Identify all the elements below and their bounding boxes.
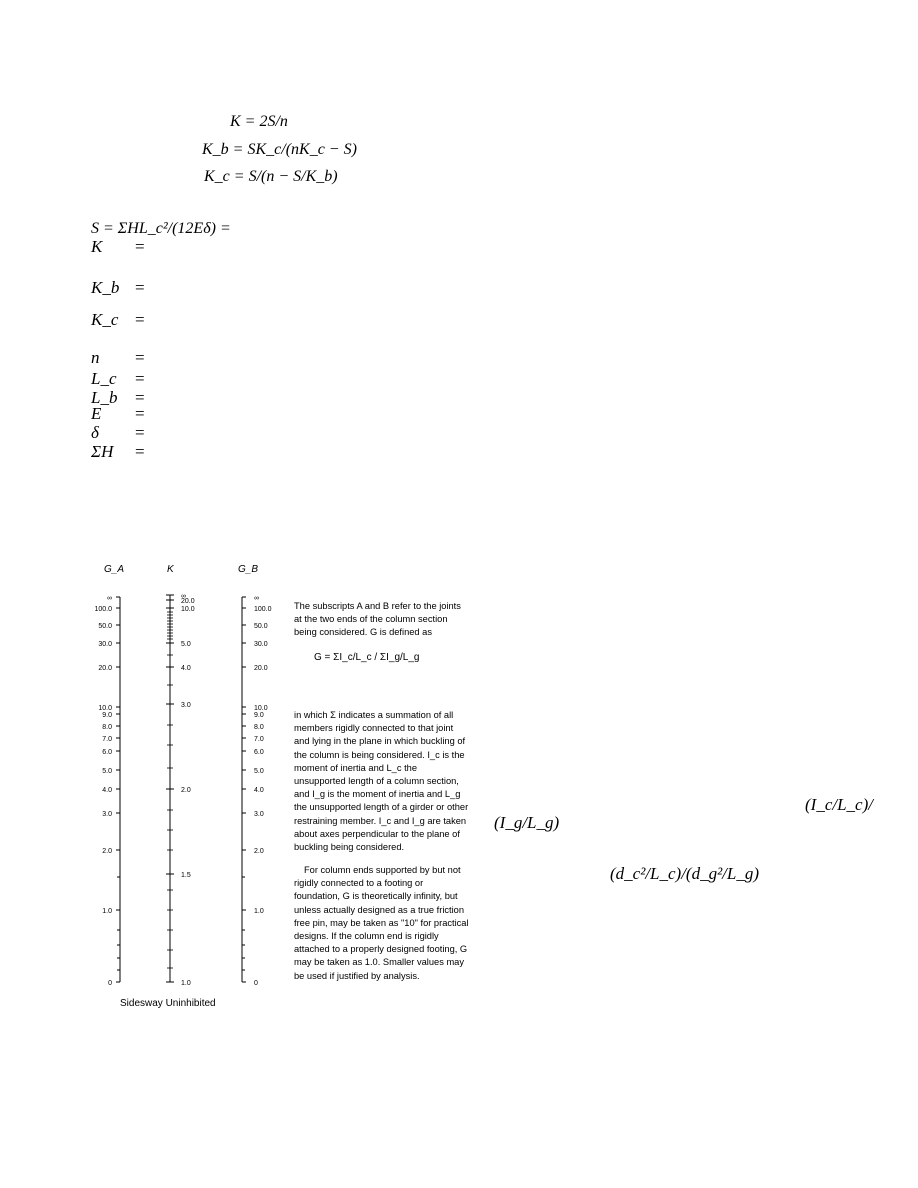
gb-tick-label: 100.0: [254, 606, 272, 613]
ga-tick-label: ∞: [107, 595, 112, 602]
definition-symbol: L_c: [91, 369, 117, 388]
k-tick-label: ∞: [181, 593, 186, 600]
gb-tick-label: 20.0: [254, 665, 268, 672]
ga-tick-label: 100.0: [94, 606, 112, 613]
explanatory-note-intro: [294, 600, 469, 640]
formula-ic-lc-text: (I_c/L_c)/: [805, 795, 873, 814]
ga-tick-label: 6.0: [102, 749, 112, 756]
equation-kb-text: K_b = SK_c/(nK_c − S): [202, 141, 357, 158]
definition-equals: =: [135, 348, 145, 367]
definition-equals: =: [135, 404, 145, 423]
k-tick-label: 2.0: [181, 787, 191, 794]
ga-tick-label: 7.0: [102, 736, 112, 743]
g-formula-text: G = ΣI_c/L_c / ΣI_g/L_g: [314, 652, 420, 663]
header-k: [167, 564, 174, 575]
gb-tick-label: 30.0: [254, 641, 268, 648]
gb-tick-label: 0: [254, 980, 258, 987]
k-tick-label: 4.0: [181, 665, 191, 672]
note-intro-text: The subscripts A and B refer to the joints at the two ends of the column section being considered. G is defined as: [294, 601, 461, 638]
definition-equals: =: [135, 278, 145, 297]
formula-ig-lg-text: (I_g/L_g): [494, 813, 560, 832]
gb-tick-label: 50.0: [254, 623, 268, 630]
gb-tick-label: 1.0: [254, 908, 264, 915]
definition-symbol: ΣH: [91, 442, 114, 461]
header-gb: [238, 564, 258, 575]
k-tick-label: 3.0: [181, 702, 191, 709]
k-tick-label: 5.0: [181, 641, 191, 648]
equation-k: [230, 113, 288, 131]
explanatory-note-footing: [294, 864, 469, 983]
header-k-text: K: [167, 564, 174, 575]
definition-symbol: L_b: [91, 388, 118, 407]
definition-symbol: E: [91, 404, 102, 423]
header-ga-text: G_A: [104, 564, 125, 575]
definition-symbol: K_c: [91, 310, 119, 329]
g-formula: [314, 652, 419, 664]
gb-tick-label: 6.0: [254, 749, 264, 756]
equation-k-text: K = 2S/n: [230, 113, 288, 130]
gb-tick-label: 9.0: [254, 712, 264, 719]
definition-s-text: S = ΣHL_c²/(12Eδ) =: [91, 220, 231, 237]
definition-symbol: K_b: [91, 278, 120, 297]
definition-equals: =: [135, 388, 145, 407]
ga-tick-label: 8.0: [102, 724, 112, 731]
ga-tick-label: 10.0: [98, 705, 112, 712]
gb-tick-label: 10.0: [254, 705, 268, 712]
definition-equals: =: [135, 442, 145, 461]
ga-tick-label: 0: [108, 980, 112, 987]
formula-dc-dg-text: (d_c²/L_c)/(d_g²/L_g): [610, 864, 760, 883]
definition-symbol: n: [91, 348, 100, 367]
definition-equals: =: [135, 310, 145, 329]
definition-s: [91, 220, 231, 238]
formula-dc-dg: [610, 864, 759, 884]
ga-tick-label: 30.0: [98, 641, 112, 648]
ga-tick-label: 1.0: [102, 908, 112, 915]
note-body-text: in which Σ indicates a summation of all members rigidly connected to that joint and lying in the plane in which buckling of the column is being considered. I_c is the moment of inertia and L_c the unsupported length of a column section, and I_g is the moment of inertia and L_g the unsupported length of a girder or other restraining member. I_c and I_g are taken about axes perpendicular to the plane of buckling being considered.: [294, 710, 469, 853]
gb-tick-label: 2.0: [254, 848, 264, 855]
definition-equals: =: [135, 237, 145, 256]
gb-tick-label: 8.0: [254, 724, 264, 731]
k-tick-label: 20.0: [181, 598, 195, 605]
gb-tick-label: 3.0: [254, 811, 264, 818]
ga-tick-label: 5.0: [102, 768, 112, 775]
formula-ig-lg: [494, 813, 559, 833]
ga-tick-label: 20.0: [98, 665, 112, 672]
k-tick-label: 1.5: [181, 872, 191, 879]
explanatory-note-body: [294, 709, 469, 854]
k-tick-label: 1.0: [181, 980, 191, 987]
chart-caption: [120, 998, 216, 1009]
definition-symbol: δ: [91, 423, 99, 442]
formula-ic-lc: [805, 795, 873, 815]
definition-symbol: K: [91, 237, 103, 256]
gb-tick-label: 7.0: [254, 736, 264, 743]
ga-tick-label: 50.0: [98, 623, 112, 630]
equation-kc-text: K_c = S/(n − S/K_b): [204, 168, 338, 185]
k-tick-label: 10.0: [181, 606, 195, 613]
header-ga: [104, 564, 124, 575]
gb-tick-label: 5.0: [254, 768, 264, 775]
ga-tick-label: 9.0: [102, 712, 112, 719]
gb-tick-label: ∞: [254, 595, 259, 602]
equation-kb: [202, 141, 357, 159]
chart-caption-text: Sidesway Uninhibited: [120, 998, 216, 1009]
definition-equals: =: [135, 369, 145, 388]
equation-kc: [204, 168, 338, 186]
definition-equals: =: [135, 423, 145, 442]
ga-tick-label: 3.0: [102, 811, 112, 818]
header-gb-text: G_B: [238, 564, 259, 575]
ga-tick-label: 4.0: [102, 787, 112, 794]
gb-tick-label: 4.0: [254, 787, 264, 794]
ga-tick-label: 2.0: [102, 848, 112, 855]
note-footing-text: For column ends supported by but not rigidly connected to a footing or foundation, G is theoretically infinity, but unless actually designed as a true friction free pin, may be taken as "10" for practical designs. If the column end is rigidly attached to a properly designed footing, G may be taken as 1.0. Smaller values may be used if justified by analysis.: [294, 865, 469, 981]
